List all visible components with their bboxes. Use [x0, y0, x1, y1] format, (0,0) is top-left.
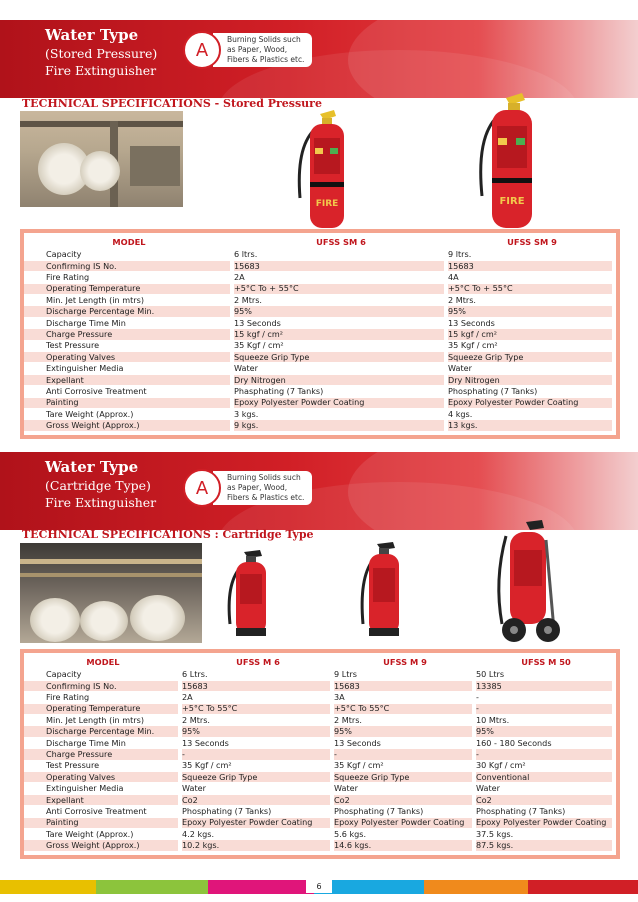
class-letter: A: [183, 469, 221, 507]
class-text-line: as Paper, Wood,: [227, 45, 288, 54]
spec-value: +5°C To + 55°C: [234, 284, 444, 294]
spec-label: Test Pressure: [46, 760, 100, 771]
spec-label: Min. Jet Length (in mtrs): [46, 295, 144, 305]
spec-label: Expellant: [24, 795, 178, 805]
spec-value: 37.5 kgs.: [476, 828, 514, 839]
spec-label: Charge Pressure: [24, 749, 178, 759]
spec-value: 2 Mtrs.: [448, 295, 476, 305]
spec-value: +5°C To 55°C: [182, 704, 330, 714]
column-header: UFSS M 50: [521, 656, 571, 667]
spec-value: 15683: [234, 261, 444, 271]
spec-value: Conventional: [476, 772, 612, 782]
spec-heading-cartridge: TECHNICAL SPECIFICATIONS : Cartridge Type: [22, 528, 314, 541]
spec-label: Operating Temperature: [24, 704, 178, 714]
spec-label: Min. Jet Length (in mtrs): [46, 715, 144, 725]
spec-value: Dry Nitrogen: [234, 375, 444, 385]
spec-value: 13385: [476, 681, 612, 691]
table-row: [24, 340, 616, 351]
spec-value: Dry Nitrogen: [448, 375, 612, 385]
spec-value: 35 Kgf / cm²: [234, 340, 284, 351]
spec-label: Fire Rating: [46, 692, 90, 702]
table-row: [24, 749, 616, 760]
column-header: MODEL: [112, 236, 146, 247]
column-header: UFSS M 9: [383, 656, 427, 667]
table-row: [24, 249, 616, 260]
extinguisher-m9-image: [355, 540, 411, 640]
table-row: [24, 283, 616, 294]
paper-warehouse-photo: [20, 543, 202, 643]
spec-label: Discharge Time Min: [46, 317, 126, 328]
spec-label: Anti Corrosive Treatment: [46, 386, 147, 396]
spec-value: 13 Seconds: [448, 317, 495, 328]
spec-value: 95%: [476, 726, 612, 736]
spec-label: Expellant: [24, 375, 230, 385]
class-description: [213, 471, 312, 505]
spec-value: 87.5 kgs.: [476, 840, 612, 850]
footer-segment: [0, 880, 96, 894]
spec-value: 4 kgs.: [448, 408, 473, 419]
spec-label: Operating Valves: [24, 772, 178, 782]
footer-segment: [96, 880, 208, 894]
spec-value: 13 Seconds: [334, 737, 381, 748]
spec-value: 2 Mtrs.: [182, 715, 210, 725]
table-row: [24, 397, 616, 408]
spec-value: 15683: [448, 261, 612, 271]
spec-value: Water: [476, 783, 500, 794]
table-row: [24, 715, 616, 726]
spec-label: Discharge Time Min: [46, 737, 126, 748]
spec-label: Test Pressure: [46, 340, 100, 351]
spec-value: 95%: [448, 306, 612, 316]
spec-value: 2A: [234, 272, 245, 282]
column-header: MODEL: [86, 656, 120, 667]
spec-value: 15683: [334, 681, 472, 691]
spec-value: Phosphating (7 Tanks): [448, 386, 538, 396]
spec-value: 2 Mtrs.: [234, 295, 262, 305]
table-row: [24, 408, 616, 419]
spec-value: 6 Ltrs.: [182, 669, 208, 680]
spec-value: -: [476, 749, 612, 759]
table-row: [24, 703, 616, 714]
spec-value: -: [182, 749, 330, 759]
table-row: [24, 828, 616, 839]
spec-label: Painting: [24, 818, 178, 828]
spec-value: 95%: [234, 306, 444, 316]
spec-value: Squeeze Grip Type: [334, 772, 472, 782]
spec-value: Epoxy Polyester Powder Coating: [182, 818, 330, 828]
table-row: [24, 726, 616, 737]
spec-value: 95%: [182, 726, 330, 736]
spec-value: 30 Kgf / cm²: [476, 760, 526, 771]
spec-label: Extinguisher Media: [46, 363, 124, 374]
spec-value: 35 Kgf / cm²: [448, 340, 498, 351]
spec-value: Epoxy Polyester Powder Coating: [334, 818, 472, 828]
table-row: [24, 295, 616, 306]
spec-value: Water: [334, 783, 358, 794]
fire-label: FIRE: [315, 199, 339, 209]
column-header: UFSS SM 9: [507, 236, 557, 247]
table-row: [24, 783, 616, 794]
spec-value: Epoxy Polyester Powder Coating: [448, 398, 612, 408]
spec-heading-stored: TECHNICAL SPECIFICATIONS - Stored Pressure: [22, 97, 322, 110]
extinguisher-m50-trolley-image: [492, 520, 562, 644]
table-row: [24, 272, 616, 283]
fire-class-badge: [183, 469, 312, 507]
footer-segment: [208, 880, 314, 894]
spec-value: Phasphating (7 Tanks): [234, 386, 324, 396]
table-row: [24, 737, 616, 748]
table-row: [24, 760, 616, 771]
class-letter: A: [183, 31, 221, 69]
spec-value: Phosphating (7 Tanks): [182, 806, 272, 816]
extinguisher-sm9-image: [470, 92, 550, 228]
class-text-line: Burning Solids such: [227, 473, 301, 482]
spec-label: Extinguisher Media: [46, 783, 124, 794]
spec-value: Co2: [476, 795, 612, 805]
table-row: [24, 306, 616, 317]
class-text-line: as Paper, Wood,: [227, 483, 288, 492]
table-row: [24, 317, 616, 328]
spec-value: 15 kgf / cm²: [234, 329, 444, 339]
spec-value: 13 Seconds: [182, 737, 229, 748]
spec-value: 10.2 kgs.: [182, 840, 330, 850]
table-row: [24, 374, 616, 385]
title-line-3: Fire Extinguisher: [45, 495, 157, 510]
spec-value: 35 Kgf / cm²: [182, 760, 232, 771]
footer-segment: [424, 880, 528, 894]
spec-value: 35 Kgf / cm²: [334, 760, 384, 771]
fire-class-badge: [183, 31, 312, 69]
spec-label: Operating Valves: [24, 352, 230, 362]
spec-value: 14.6 kgs.: [334, 840, 472, 850]
spec-label: Operating Temperature: [24, 284, 230, 294]
table-row: [24, 817, 616, 828]
class-text-line: Fibers & Plastics etc.: [227, 493, 305, 502]
table-row: [24, 329, 616, 340]
spec-value: Water: [182, 783, 206, 794]
spec-value: 3 kgs.: [234, 408, 259, 419]
footer-segment: [528, 880, 638, 894]
spec-label: Capacity: [46, 669, 82, 680]
spec-value: 13 kgs.: [448, 420, 612, 430]
spec-label: Anti Corrosive Treatment: [46, 806, 147, 816]
spec-value: Squeeze Grip Type: [448, 352, 612, 362]
spec-value: Water: [448, 363, 472, 374]
table-row: [24, 363, 616, 374]
spec-label: Discharge Percentage Min.: [24, 726, 178, 736]
spec-value: 9 kgs.: [234, 420, 444, 430]
table-row: [24, 680, 616, 691]
extinguisher-m6-image: [222, 548, 278, 640]
spec-label: Capacity: [46, 249, 82, 260]
class-text-line: Fibers & Plastics etc.: [227, 55, 305, 64]
spec-table-stored: [20, 229, 620, 439]
spec-value: 50 Ltrs: [476, 669, 505, 680]
spec-value: Epoxy Polyester Powder Coating: [476, 818, 612, 828]
spec-value: 15683: [182, 681, 330, 691]
spec-table-cartridge: [20, 649, 620, 859]
spec-value: +5°C To + 55°C: [448, 284, 612, 294]
extinguisher-sm6-image: [290, 108, 360, 228]
spec-value: 3A: [334, 692, 345, 702]
spec-value: -: [334, 749, 472, 759]
spec-value: 9 ltrs.: [448, 249, 472, 260]
spec-value: 9 Ltrs: [334, 669, 357, 680]
spec-label: Painting: [24, 398, 230, 408]
spec-value: 4.2 kgs.: [182, 828, 215, 839]
table-row: [24, 794, 616, 805]
spec-value: 10 Mtrs.: [476, 715, 510, 725]
class-text-line: Burning Solids such: [227, 35, 301, 44]
spec-value: Phosphating (7 Tanks): [476, 806, 566, 816]
spec-label: Gross Weight (Approx.): [24, 420, 230, 430]
title-line-1: Water Type: [45, 458, 139, 476]
spec-value: Squeeze Grip Type: [182, 772, 330, 782]
class-description: [213, 33, 312, 67]
spec-value: -: [476, 704, 612, 714]
spec-value: Phosphating (7 Tanks): [334, 806, 424, 816]
table-row: [24, 669, 616, 680]
spec-value: Epoxy Polyester Powder Coating: [234, 398, 444, 408]
spec-value: 2 Mtrs.: [334, 715, 362, 725]
spec-value: Co2: [334, 795, 472, 805]
table-row: [24, 692, 616, 703]
spec-value: Co2: [182, 795, 330, 805]
spec-value: Water: [234, 363, 258, 374]
table-row: [24, 772, 616, 783]
spec-value: 2A: [182, 692, 193, 702]
table-row: [24, 260, 616, 271]
spec-value: +5°C To 55°C: [334, 704, 472, 714]
spec-label: Discharge Percentage Min.: [24, 306, 230, 316]
column-header: UFSS M 6: [236, 656, 280, 667]
table-row: [24, 352, 616, 363]
table-row: [24, 420, 616, 431]
table-header-row: [24, 235, 616, 249]
spec-value: 13 Seconds: [234, 317, 281, 328]
section-title-stored: [45, 26, 157, 79]
spec-label: Charge Pressure: [24, 329, 230, 339]
spec-value: 160 - 180 Seconds: [476, 737, 552, 748]
title-line-3: Fire Extinguisher: [45, 63, 157, 78]
column-header: UFSS SM 6: [316, 236, 366, 247]
spec-label: Gross Weight (Approx.): [24, 840, 178, 850]
spec-label: Tare Weight (Approx.): [46, 828, 134, 839]
table-row: [24, 840, 616, 851]
spec-label: Fire Rating: [46, 272, 90, 282]
table-row: [24, 806, 616, 817]
paper-mill-photo: [20, 111, 183, 207]
spec-value: 4A: [448, 272, 459, 282]
spec-value: 95%: [334, 726, 472, 736]
title-line-1: Water Type: [45, 26, 139, 44]
section-title-cartridge: [45, 458, 156, 511]
spec-label: Tare Weight (Approx.): [46, 408, 134, 419]
fire-label: FIRE: [499, 196, 525, 207]
table-body: [24, 249, 616, 431]
spec-value: 5.6 kgs.: [334, 828, 367, 839]
title-line-2: (Cartridge Type): [45, 478, 151, 493]
spec-value: -: [476, 692, 479, 702]
spec-value: 15 kgf / cm²: [448, 329, 612, 339]
spec-value: Squeeze Grip Type: [234, 352, 444, 362]
page-number: 6: [306, 879, 332, 893]
title-line-2: (Stored Pressure): [45, 46, 158, 61]
table-header-row: [24, 655, 616, 669]
table-row: [24, 386, 616, 397]
table-body: [24, 669, 616, 851]
spec-label: Confirming IS No.: [24, 261, 230, 271]
spec-value: 6 ltrs.: [234, 249, 258, 260]
spec-label: Confirming IS No.: [24, 681, 178, 691]
